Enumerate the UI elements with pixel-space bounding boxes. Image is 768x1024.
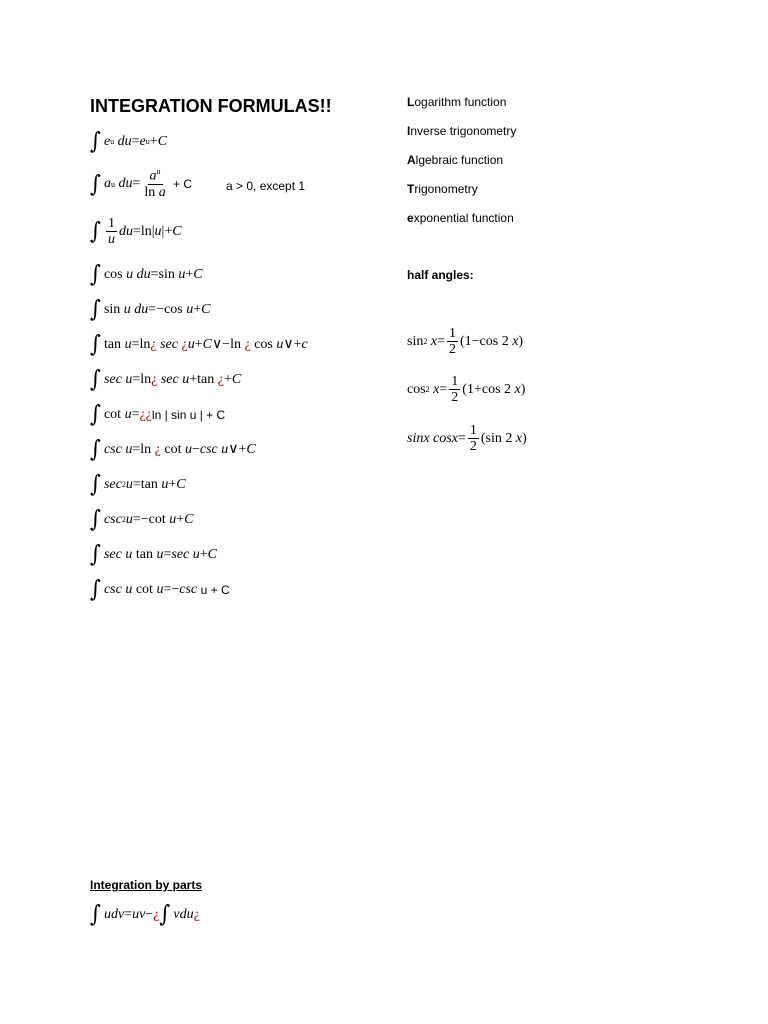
half-angles-heading: half angles:	[407, 268, 474, 282]
integral-symbol: ∫	[90, 400, 101, 428]
formula-sec-tan: ∫ sec u tan u = sec u + C	[90, 540, 217, 568]
formula-sec-squared: ∫ sec 2 u =tan u + C	[90, 470, 186, 498]
liate-item-logarithm: Logarithm function	[407, 95, 507, 109]
integral-symbol: ∫	[90, 900, 101, 928]
integral-symbol: ∫	[90, 330, 101, 358]
integral-symbol: ∫	[90, 575, 101, 603]
half-angle-sin: sin 2 x = $\frac{1}{2}$ (1−cos 2 x )	[407, 326, 524, 358]
formula-csc-cot: ∫ csc u cot u =− csc u + C	[90, 575, 230, 603]
integral-symbol: ∫	[90, 365, 101, 393]
page-title: INTEGRATION FORMULAS!!	[90, 96, 332, 116]
fraction: $\frac{a^u}{\text{ln a}}$	[144, 167, 166, 201]
integration-by-parts-formula: ∫ udv = uv − ¿ ∫ vdu ¿	[90, 900, 200, 928]
liate-item-inverse-trig: Inverse trigonometry	[407, 124, 517, 138]
fraction: $\frac{1}{2}$	[469, 423, 477, 455]
fraction: $\frac{1}{u}$	[107, 216, 115, 248]
integral-symbol: ∫	[90, 540, 101, 568]
integral-symbol: ∫	[90, 260, 101, 288]
formula-csc-squared: ∫ csc 2 u =−cot u + C	[90, 505, 194, 533]
liate-item-algebraic: Algebraic function	[407, 153, 504, 167]
fraction: $\frac{1}{2}$	[451, 374, 459, 406]
formula-reciprocal: ∫ $\frac{1}{u}$ du =ln| u |+ C	[90, 216, 182, 248]
integral-symbol: ∫	[159, 900, 171, 928]
integral-symbol: ∫	[90, 295, 101, 323]
half-angle-product: sinx cosx = $\frac{1}{2}$ (sin 2 x )	[407, 423, 527, 455]
formula-tan: ∫ tan u =ln ¿ sec ¿ u + C ∨−ln ¿ cos u ∨+ c	[90, 330, 308, 358]
liate-item-trigonometry: Trigonometry	[407, 182, 478, 196]
formula-cot: ∫ cot u = ¿¿ ln | sin u | + C	[90, 400, 226, 428]
integral-symbol: ∫	[90, 170, 101, 197]
integral-symbol: ∫	[90, 505, 101, 533]
integral-symbol: ∫	[90, 470, 101, 498]
integral-symbol: ∫	[90, 435, 101, 463]
condition-note: a > 0, except 1	[226, 179, 306, 193]
integral-symbol: ∫	[90, 127, 101, 155]
formula-sec: ∫ sec u =ln ¿ sec u +tan ¿ + C	[90, 365, 242, 393]
formula-sin: ∫ sin u du =−cos u + C	[90, 295, 211, 323]
formula-a-power: ∫ a u du = $\frac{a^u}{\text{ln a}}$ + C	[90, 167, 193, 201]
formula-csc: ∫ csc u =ln ¿ cot u − csc u ∨+ C	[90, 435, 256, 463]
liate-item-exponential: exponential function	[407, 211, 514, 225]
fraction: $\frac{1}{2}$	[448, 326, 456, 358]
integral-symbol: ∫	[90, 218, 101, 245]
half-angle-cos: cos 2 x = $\frac{1}{2}$ (1+cos 2 x )	[407, 374, 526, 406]
formula-exp: ∫ e u du = e u + C	[90, 127, 168, 155]
formula-cos: ∫ cos u du =sin u + C	[90, 260, 203, 288]
integration-by-parts-heading: Integration by parts	[90, 878, 203, 892]
